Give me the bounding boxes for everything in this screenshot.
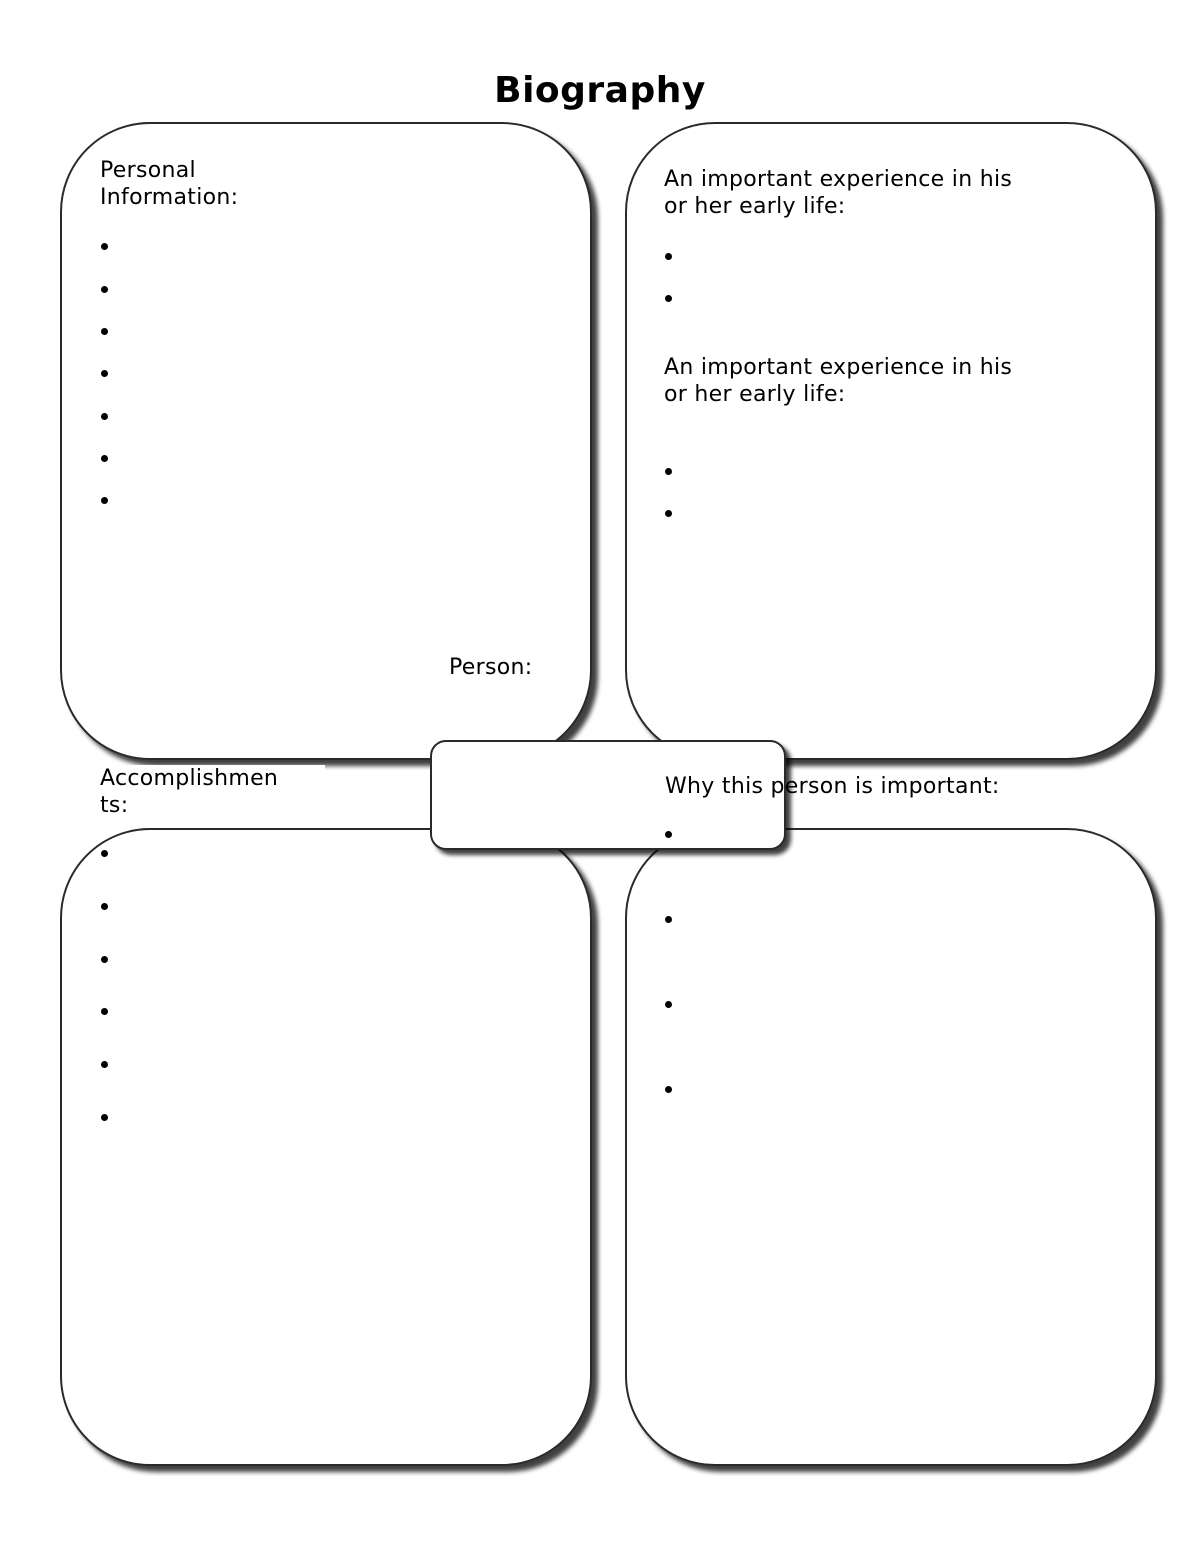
personal-info-bullet bbox=[101, 286, 108, 293]
person-label: Person: bbox=[449, 655, 533, 680]
accomplishments-bullet bbox=[101, 1061, 108, 1068]
early-life-bullet bbox=[665, 468, 672, 475]
accomplishments-bullet bbox=[101, 1008, 108, 1015]
early-life-bullet bbox=[665, 510, 672, 517]
accomplishments-bullet bbox=[101, 850, 108, 857]
page-title: Biography bbox=[494, 70, 706, 111]
personal-info-bullet bbox=[101, 370, 108, 377]
importance-bullet bbox=[665, 831, 672, 838]
early-life-bullet bbox=[665, 253, 672, 260]
personal-info-bullet bbox=[101, 413, 108, 420]
importance-bullet bbox=[665, 1001, 672, 1008]
early-life-heading-2: An important experience in his or her early life: bbox=[664, 355, 1013, 407]
early-life-bullet bbox=[665, 295, 672, 302]
importance-heading: Why this person is important: bbox=[665, 774, 1000, 799]
accomplishments-bullet bbox=[101, 903, 108, 910]
accomplishments-box bbox=[60, 828, 592, 1466]
accomplishments-bullet bbox=[101, 956, 108, 963]
personal-info-bullet bbox=[101, 243, 108, 250]
personal-info-bullet bbox=[101, 328, 108, 335]
personal-info-bullet bbox=[101, 455, 108, 462]
accomplishments-heading: Accomplishmen ts: bbox=[100, 766, 279, 818]
importance-box bbox=[625, 828, 1157, 1466]
importance-bullet bbox=[665, 1086, 672, 1093]
importance-bullet bbox=[665, 916, 672, 923]
personal-info-bullet bbox=[101, 497, 108, 504]
personal-info-heading: Personal Information: bbox=[100, 158, 239, 210]
accomplishments-bullet bbox=[101, 1114, 108, 1121]
early-life-heading-1: An important experience in his or her early life: bbox=[664, 167, 1013, 219]
